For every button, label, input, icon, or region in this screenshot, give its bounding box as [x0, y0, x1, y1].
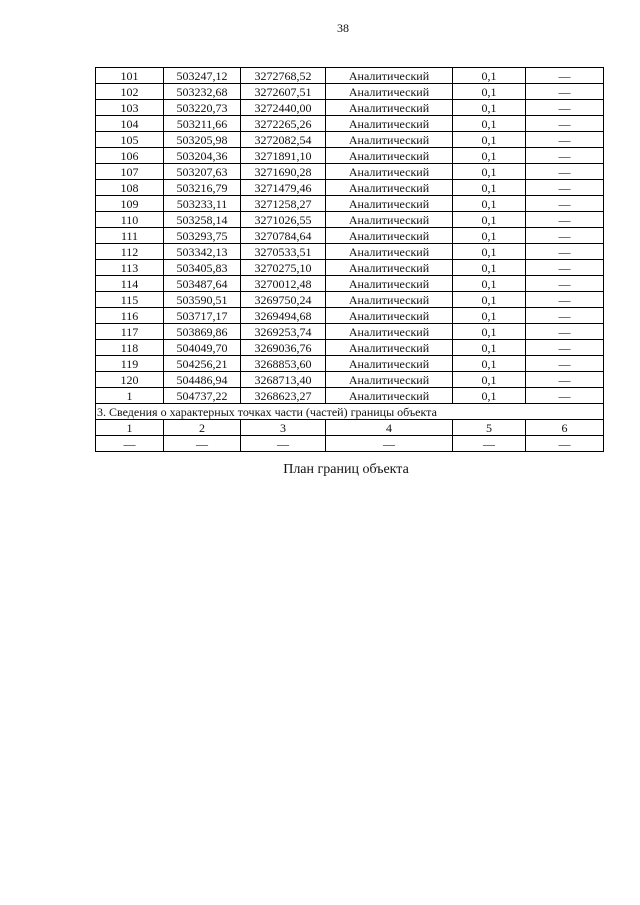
table-row [96, 148, 604, 164]
description-cell: — [526, 132, 604, 148]
table-row [96, 244, 604, 260]
accuracy-cell: 0,1 [453, 324, 526, 340]
empty-cell-1: — [96, 436, 164, 452]
accuracy-cell: 0,1 [453, 372, 526, 388]
accuracy-cell: 0,1 [453, 180, 526, 196]
accuracy-cell: 0,1 [453, 228, 526, 244]
empty-cell-2: — [164, 436, 241, 452]
points-table-body [96, 68, 604, 404]
column-number-5: 5 [453, 420, 526, 436]
empty-cell-5: — [453, 436, 526, 452]
table-row [96, 132, 604, 148]
point-number-cell: 102 [96, 84, 164, 100]
y-coordinate-cell: 3271690,28 [241, 164, 326, 180]
description-cell: — [526, 148, 604, 164]
y-coordinate-cell: 3272768,52 [241, 68, 326, 84]
x-coordinate-cell: 503247,12 [164, 68, 241, 84]
table-row [96, 356, 604, 372]
accuracy-cell: 0,1 [453, 292, 526, 308]
point-number-cell: 117 [96, 324, 164, 340]
accuracy-cell: 0,1 [453, 116, 526, 132]
y-coordinate-cell: 3269036,76 [241, 340, 326, 356]
x-coordinate-cell: 503216,79 [164, 180, 241, 196]
y-coordinate-cell: 3272265,26 [241, 116, 326, 132]
column-number-1: 1 [96, 420, 164, 436]
method-cell: Аналитический [326, 132, 453, 148]
x-coordinate-cell: 504486,94 [164, 372, 241, 388]
point-number-cell: 108 [96, 180, 164, 196]
method-cell: Аналитический [326, 308, 453, 324]
method-cell: Аналитический [326, 340, 453, 356]
accuracy-cell: 0,1 [453, 260, 526, 276]
column-number-3: 3 [241, 420, 326, 436]
description-cell: — [526, 244, 604, 260]
point-number-cell: 110 [96, 212, 164, 228]
x-coordinate-cell: 504256,21 [164, 356, 241, 372]
y-coordinate-cell: 3268853,60 [241, 356, 326, 372]
point-number-cell: 104 [96, 116, 164, 132]
accuracy-cell: 0,1 [453, 356, 526, 372]
y-coordinate-cell: 3272082,54 [241, 132, 326, 148]
table-row [96, 340, 604, 356]
method-cell: Аналитический [326, 292, 453, 308]
accuracy-cell: 0,1 [453, 164, 526, 180]
table-row [96, 228, 604, 244]
column-number-2: 2 [164, 420, 241, 436]
point-number-cell: 109 [96, 196, 164, 212]
accuracy-cell: 0,1 [453, 244, 526, 260]
accuracy-cell: 0,1 [453, 196, 526, 212]
empty-cell-4: — [326, 436, 453, 452]
y-coordinate-cell: 3270533,51 [241, 244, 326, 260]
y-coordinate-cell: 3270275,10 [241, 260, 326, 276]
method-cell: Аналитический [326, 148, 453, 164]
point-number-cell: 115 [96, 292, 164, 308]
point-number-cell: 106 [96, 148, 164, 164]
x-coordinate-cell: 503205,98 [164, 132, 241, 148]
table-row [96, 324, 604, 340]
point-number-cell: 113 [96, 260, 164, 276]
x-coordinate-cell: 503717,17 [164, 308, 241, 324]
x-coordinate-cell: 503293,75 [164, 228, 241, 244]
description-cell: — [526, 356, 604, 372]
table-row [96, 308, 604, 324]
accuracy-cell: 0,1 [453, 148, 526, 164]
description-cell: — [526, 308, 604, 324]
table-row [96, 116, 604, 132]
table-row [96, 68, 604, 84]
accuracy-cell: 0,1 [453, 100, 526, 116]
parts-section [96, 404, 604, 452]
method-cell: Аналитический [326, 100, 453, 116]
description-cell: — [526, 388, 604, 404]
method-cell: Аналитический [326, 84, 453, 100]
x-coordinate-cell: 503590,51 [164, 292, 241, 308]
y-coordinate-cell: 3272440,00 [241, 100, 326, 116]
point-number-cell: 105 [96, 132, 164, 148]
description-cell: — [526, 164, 604, 180]
x-coordinate-cell: 503342,13 [164, 244, 241, 260]
y-coordinate-cell: 3271891,10 [241, 148, 326, 164]
method-cell: Аналитический [326, 180, 453, 196]
description-cell: — [526, 100, 604, 116]
method-cell: Аналитический [326, 116, 453, 132]
y-coordinate-cell: 3270012,48 [241, 276, 326, 292]
table-row [96, 276, 604, 292]
table-row [96, 196, 604, 212]
method-cell: Аналитический [326, 228, 453, 244]
method-cell: Аналитический [326, 244, 453, 260]
section-title: 3. Сведения о характерных точках части (частей) границы объекта [96, 404, 604, 420]
table-row [96, 100, 604, 116]
y-coordinate-cell: 3271479,46 [241, 180, 326, 196]
section-title-row [96, 404, 604, 420]
description-cell: — [526, 180, 604, 196]
point-number-cell: 103 [96, 100, 164, 116]
accuracy-cell: 0,1 [453, 68, 526, 84]
y-coordinate-cell: 3269494,68 [241, 308, 326, 324]
table-row [96, 180, 604, 196]
x-coordinate-cell: 504049,70 [164, 340, 241, 356]
description-cell: — [526, 276, 604, 292]
x-coordinate-cell: 503233,11 [164, 196, 241, 212]
table-row [96, 292, 604, 308]
point-number-cell: 120 [96, 372, 164, 388]
accuracy-cell: 0,1 [453, 132, 526, 148]
point-number-cell: 118 [96, 340, 164, 356]
method-cell: Аналитический [326, 324, 453, 340]
point-number-cell: 1 [96, 388, 164, 404]
y-coordinate-cell: 3272607,51 [241, 84, 326, 100]
accuracy-cell: 0,1 [453, 212, 526, 228]
table-row [96, 164, 604, 180]
accuracy-cell: 0,1 [453, 308, 526, 324]
x-coordinate-cell: 503220,73 [164, 100, 241, 116]
empty-cell-6: — [526, 436, 604, 452]
point-number-cell: 107 [96, 164, 164, 180]
x-coordinate-cell: 503258,14 [164, 212, 241, 228]
column-number-6: 6 [526, 420, 604, 436]
x-coordinate-cell: 503207,63 [164, 164, 241, 180]
accuracy-cell: 0,1 [453, 340, 526, 356]
x-coordinate-cell: 504737,22 [164, 388, 241, 404]
description-cell: — [526, 196, 604, 212]
method-cell: Аналитический [326, 212, 453, 228]
method-cell: Аналитический [326, 68, 453, 84]
page-number: 38 [337, 21, 349, 35]
y-coordinate-cell: 3268623,27 [241, 388, 326, 404]
column-number-row [96, 420, 604, 436]
point-number-cell: 112 [96, 244, 164, 260]
description-cell: — [526, 228, 604, 244]
point-number-cell: 114 [96, 276, 164, 292]
method-cell: Аналитический [326, 388, 453, 404]
description-cell: — [526, 372, 604, 388]
point-number-cell: 101 [96, 68, 164, 84]
point-number-cell: 111 [96, 228, 164, 244]
description-cell: — [526, 324, 604, 340]
table-row [96, 260, 604, 276]
description-cell: — [526, 212, 604, 228]
x-coordinate-cell: 503487,64 [164, 276, 241, 292]
y-coordinate-cell: 3271026,55 [241, 212, 326, 228]
method-cell: Аналитический [326, 196, 453, 212]
accuracy-cell: 0,1 [453, 84, 526, 100]
x-coordinate-cell: 503869,86 [164, 324, 241, 340]
point-number-cell: 116 [96, 308, 164, 324]
table-row [96, 372, 604, 388]
method-cell: Аналитический [326, 356, 453, 372]
method-cell: Аналитический [326, 260, 453, 276]
method-cell: Аналитический [326, 372, 453, 388]
description-cell: — [526, 292, 604, 308]
method-cell: Аналитический [326, 164, 453, 180]
point-number-cell: 119 [96, 356, 164, 372]
x-coordinate-cell: 503232,68 [164, 84, 241, 100]
empty-row [96, 436, 604, 452]
table-row [96, 212, 604, 228]
description-cell: — [526, 116, 604, 132]
accuracy-cell: 0,1 [453, 388, 526, 404]
table-row [96, 84, 604, 100]
description-cell: — [526, 84, 604, 100]
y-coordinate-cell: 3268713,40 [241, 372, 326, 388]
x-coordinate-cell: 503405,83 [164, 260, 241, 276]
description-cell: — [526, 260, 604, 276]
characteristic-points-table [95, 67, 604, 452]
method-cell: Аналитический [326, 276, 453, 292]
empty-cell-3: — [241, 436, 326, 452]
y-coordinate-cell: 3270784,64 [241, 228, 326, 244]
column-number-4: 4 [326, 420, 453, 436]
x-coordinate-cell: 503204,36 [164, 148, 241, 164]
y-coordinate-cell: 3269253,74 [241, 324, 326, 340]
accuracy-cell: 0,1 [453, 276, 526, 292]
x-coordinate-cell: 503211,66 [164, 116, 241, 132]
description-cell: — [526, 68, 604, 84]
plan-title: План границ объекта [283, 462, 409, 477]
y-coordinate-cell: 3269750,24 [241, 292, 326, 308]
y-coordinate-cell: 3271258,27 [241, 196, 326, 212]
description-cell: — [526, 340, 604, 356]
table-row [96, 388, 604, 404]
